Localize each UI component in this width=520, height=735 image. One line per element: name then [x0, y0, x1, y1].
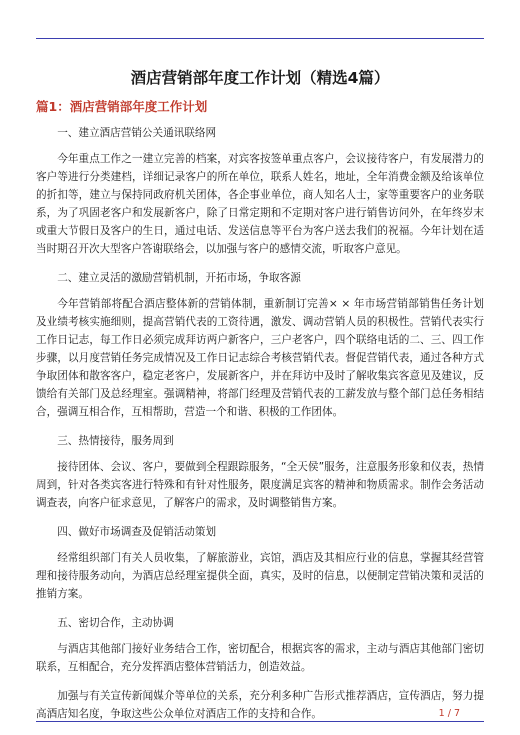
section-heading: 三、热情接待，服务周到	[57, 435, 174, 447]
page-indicator: 1 / 7	[438, 708, 460, 719]
paragraph: 今年重点工作之一建立完善的档案，对宾客按签单重点客户，会议接待客户，有发展潜力的客户等进行分类建档，详细记录客户的所在单位，联系人姓名，地址，全年消费金额及给该单位的折扣等，建立与保持同政府机关团体，各企事业单位，商人知名人士，家等重要客户的业务联系，为了巩固老客户和发展新客户，除了日常定期和不定期对客户进行销售访问外，在年终岁末或重大节假日及客户的生日，通过电话、发送信息等平台为客户送去我们的祝福。今年计划在适当时期召开次大型客户答谢联络会，以加强与客户的感情交流，听取客户意见。	[36, 153, 484, 255]
paragraph: 接待团体、会议、客户，要做到全程跟踪服务，“全天侯”服务，注意服务形象和仪表，热情周到，针对各类宾客进行特殊和有针对性服务，限度满足宾客的精神和物质需求。制作会务活动调查表，向客户征求意见，了解客户的需求，及时调整销售方案。	[36, 461, 484, 509]
section	[36, 432, 484, 512]
section-heading: 四、做好市场调查及促销活动策划	[57, 526, 217, 538]
section	[36, 523, 484, 603]
section-heading: 一、建立酒店营销公关通讯联络网	[57, 127, 217, 139]
document-title: 酒店营销部年度工作计划（精选4篇）	[130, 69, 390, 87]
section	[36, 614, 484, 723]
top-rule	[36, 38, 484, 39]
section-heading: 二、建立灵活的激励营销机制，开拓市场，争取客源	[57, 272, 301, 284]
section	[36, 269, 484, 421]
paragraph: 加强与有关宣传新闻媒介等单位的关系，充分利多种广告形式推荐酒店，宣传酒店，努力提高酒店知名度，争取这些公众单位对酒店工作的支持和合作。	[36, 690, 484, 720]
paragraph: 经常组织部门有关人员收集，了解旅游业，宾馆，酒店及其相应行业的信息，掌握其经营管理和接待服务动向，为酒店总经理室提供全面，真实，及时的信息，以便制定营销决策和灵活的推销方案。	[36, 552, 484, 600]
section-heading: 五、密切合作，主动协调	[57, 617, 174, 629]
section	[36, 124, 484, 258]
paragraph: 与酒店其他部门接好业务结合工作，密切配合，根据宾客的需求，主动与酒店其他部门密切联系，互相配合，充分发挥酒店整体营销活力，创造效益。	[36, 643, 484, 673]
document-body	[36, 124, 484, 734]
paragraph: 今年营销部将配合酒店整体新的营销体制，重新制订完善× × 年市场营销部销售任务计划及业绩考核实施细则，提高营销代表的工资待遇，激发、调动营销人员的积极性。营销代表实行工作日记志，每工作日必须完成拜访两户新客户，三户老客户，四个联络电话的二、三、四工作步骤，以月度营销任务完成情况及工作日记志综合考核营销代表。督促营销代表，通过各种方式争取团体和散客客户，稳定老客户，发展新客户，并在拜访中及时了解收集宾客意见及建议，反馈给有关部门及总经理室。强调精神，将部门经理及营销代表的工薪发放与整个部门总任务相结合，强调互相合作，互相帮助，营造一个和谐、积极的工作团体。	[36, 298, 484, 418]
bottom-rule	[36, 721, 484, 722]
article-title: 篇1：酒店营销部年度工作计划	[36, 99, 208, 114]
